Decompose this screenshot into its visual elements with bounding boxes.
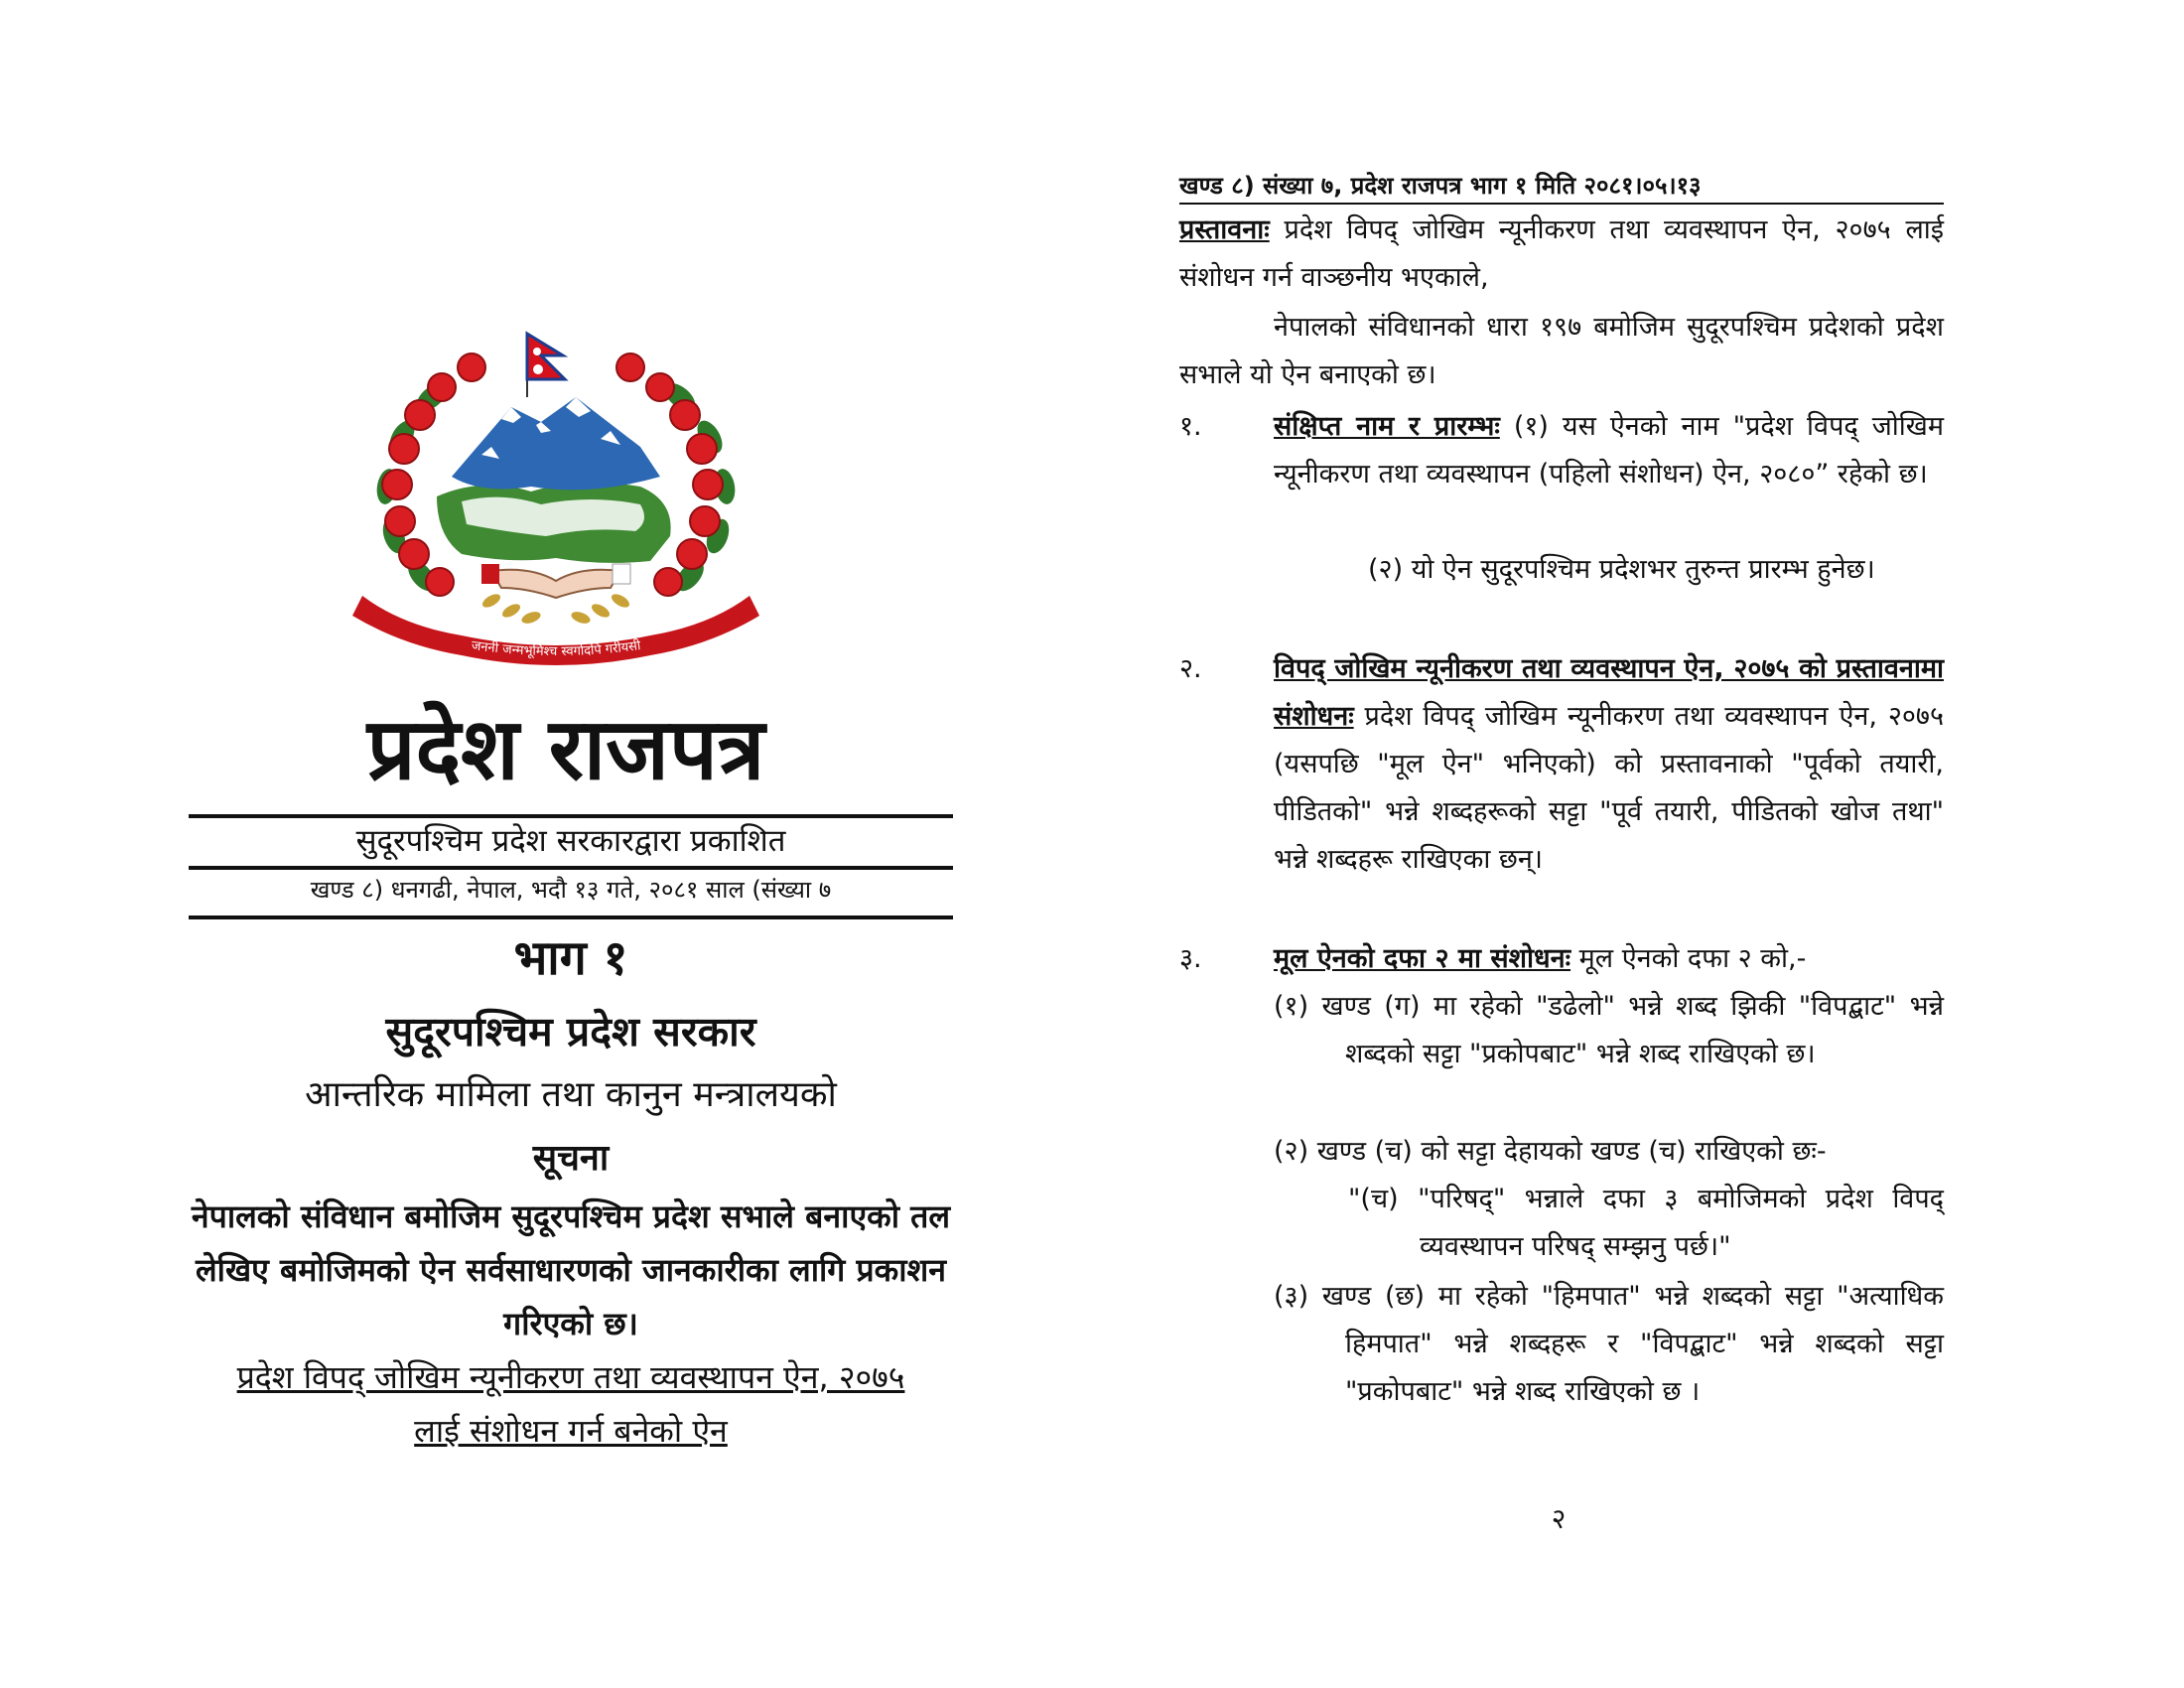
clause-quote: "(च) "परिषद्" भन्नाले दफा ३ बमोजिमको प्रदेश विपद् व्यवस्थापन परिषद् सम्झनु पर्छ।"	[1348, 1184, 1944, 1262]
section-heading: मूल ऐनको दफा २ मा संशोधनः	[1274, 943, 1571, 974]
section-number: ३.	[1179, 943, 1202, 974]
act-title-line: प्रदेश विपद् जोखिम न्यूनीकरण तथा व्यवस्थापन ऐन, २०७५	[236, 1358, 905, 1396]
act-title-line: लाई संशोधन गर्न बनेको ऐन	[414, 1412, 728, 1450]
section-text: (१) यस ऐनको नाम "प्रदेश विपद् जोखिम न्यूनीकरण तथा व्यवस्थापन (पहिलो संशोधन) ऐन, २०८०” रहेको छ।	[1274, 411, 1944, 490]
emblem-motto: जननी जन्मभूमिश्च स्वर्गादपि गरीयसी	[470, 638, 642, 660]
gazette-title: प्रदेश राजपत्र	[366, 699, 765, 799]
section-heading: विपद् जोखिम न्यूनीकरण तथा व्यवस्थापन ऐन, २०७५ को प्रस्तावनामा संशोधनः	[1274, 653, 1944, 732]
handshake-icon	[481, 564, 630, 598]
section-1-subsection-2: (२) यो ऐन सुदूरपश्चिम प्रदेशभर तुरुन्त प्रारम्भ हुनेछ।	[1368, 554, 1875, 585]
section-2	[1274, 645, 1944, 884]
preamble-text: प्रदेश विपद् जोखिम न्यूनीकरण तथा व्यवस्थापन ऐन, २०७५ लाई संशोधन गर्न वाञ्छनीय भएकाले,	[1179, 214, 1944, 293]
divider	[189, 866, 953, 870]
clause-item: (३) खण्ड (छ) मा रहेको "हिमपात" भन्ने शब्दको सट्टा "अत्याधिक हिमपात" भन्ने शब्दहरू र "विपद्बाट" भन्ने शब्दको सट्टा "प्रकोपबाट" भन्ने शब्द राखिएको छ ।	[1274, 1281, 1944, 1407]
mountain-icon	[452, 397, 660, 490]
section-text: प्रदेश विपद् जोखिम न्यूनीकरण तथा व्यवस्थापन ऐन, २०७५ (यसपछि "मूल ऐन" भनिएको) को प्रस्तावनाको "पूर्वको तयारी, पीडितको" भन्ने शब्दहरूको सट्टा "पूर्व तयारी, पीडितको खोज तथा" भन्ने शब्दहरू राखिएका छन्।	[1274, 701, 1944, 875]
section-heading: संक्षिप्त नाम र प्रारम्भः	[1274, 411, 1500, 442]
preamble	[1179, 207, 1944, 302]
clause-item: (२) खण्ड (च) को सट्टा देहायको खण्ड (च) राखिएको छः-	[1274, 1136, 1827, 1167]
act-title	[189, 1350, 953, 1458]
publisher-line: सुदूरपश्चिम प्रदेश सरकारद्वारा प्रकाशित	[355, 823, 786, 859]
right-page	[1092, 0, 2184, 1688]
nepal-flag-icon	[527, 334, 565, 397]
divider	[189, 814, 953, 818]
enactment-clause: नेपालको संविधानको धारा १९७ बमोजिम सुदूरपश्चिम प्रदेशको प्रदेश सभाले यो ऐन बनाएको छ।	[1179, 312, 1944, 390]
notice-heading: सूचना	[532, 1138, 610, 1179]
ministry-heading: आन्तरिक मामिला तथा कानुन मन्त्रालयको	[305, 1074, 837, 1115]
clause-item: (१) खण्ड (ग) मा रहेको "डढेलो" भन्ने शब्द झिकी "विपद्बाट" भन्ने शब्दको सट्टा "प्रकोपबाट" भन्ने शब्द राखिएको छ।	[1274, 991, 1944, 1069]
section-text: मूल ऐनको दफा २ को,-	[1570, 943, 1807, 974]
section-number: १.	[1179, 411, 1202, 442]
running-header: खण्ड ८) संख्या ७, प्रदेश राजपत्र भाग १ मिति २०८१।०५।१३	[1179, 169, 1944, 205]
notice-body: नेपालको संविधान बमोजिम सुदूरपश्चिम प्रदेश सभाले बनाएको तल लेखिए बमोजिमको ऐन सर्वसाधारणको जानकारीका लागि प्रकाशन गरिएको छ।	[191, 1197, 951, 1342]
part-heading: भाग १	[513, 930, 628, 986]
government-heading: सुदूरपश्चिम प्रदेश सरकार	[385, 1008, 756, 1055]
motto-ribbon	[352, 596, 759, 665]
issue-line: खण्ड ८) धनगढी, नेपाल, भदौ १३ गते, २०८१ साल (संख्या ७	[310, 876, 832, 904]
section-3	[1274, 935, 1944, 983]
section-number: २.	[1179, 653, 1202, 684]
preamble-label: प्रस्तावनाः	[1179, 214, 1270, 245]
nepal-emblem	[342, 328, 769, 665]
divider	[189, 915, 953, 919]
section-1	[1274, 403, 1944, 498]
page-number: २	[1551, 1502, 1567, 1535]
